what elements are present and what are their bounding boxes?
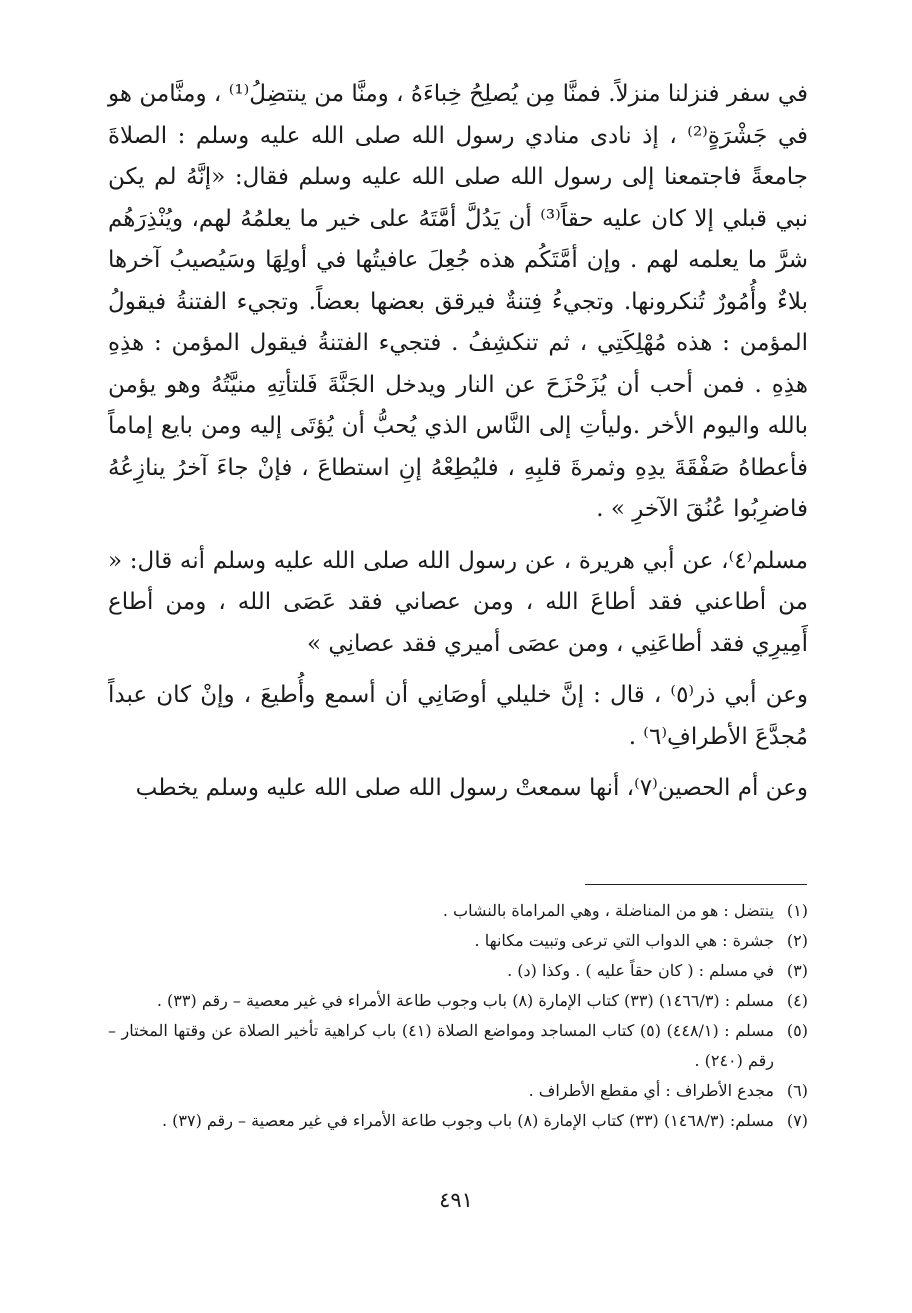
footnote-text: جشرة : هي الدواب التي ترعى وتبيت مكانها . xyxy=(474,931,774,950)
main-text xyxy=(108,74,808,810)
footnotes xyxy=(108,896,808,1136)
body-paragraph-3: وعن أبي ذر⁽٥⁾ ، قال : إنَّ خليلي أوصَانِي أن أسمع وأُطيعَ ، وإنْ كان عبداً مُجدَّعَ الأطرافِ⁽٦⁾ . xyxy=(108,682,809,750)
body-paragraph-4: وعن أم الحصين⁽٧⁾، أنها سمعتْ رسول الله صلى الله عليه وسلم يخطب xyxy=(135,775,808,801)
footnote-1 xyxy=(108,896,808,926)
body-paragraph-1: في سفر فنزلنا منزلاً. فمنَّا مِن يُصلِحُ خِباءَهُ ، ومنَّا من ينتضِلُ⁽¹⁾ ، ومنَّامن هو في جَشْرَةٍ⁽²⁾ ، إذ نادى منادي رسول الله صلى الله عليه وسلم : الصلاةَ جامعةً فاجتمعنا إلى رسول الله صلى الله عليه وسلم فقال: «إنَّهُ لم يكن نبي قبلي إلا كان عليه حقاً⁽³⁾ أن يَدُلَّ أمَّتَهُ على خير ما يعلمُهُ لهم، ويُنْذِرَهُم شرَّ ما يعلمه لهم . وإن أمَّتَكُم هذه جُعِلَ عافيتُها في أولِهَا وسَيُصيبُ آخرها بلاءٌ وأُمُورٌ تُنكرونها. وتجيءُ فِتنةٌ فيرقق بعضها بعضاً. وتجيء الفتنةُ فيقولُ المؤمن : هذه مُهْلِكَتِي ، ثم تنكشِفُ . فتجيء الفتنةُ فيقول المؤمن : هذِهِ هذِهِ . فمن أحب أن يُزَحْزَحَ عن النار ويدخل الجَنَّةَ فَلتأتِهِ منيَّتُهُ وهو يؤمن بالله واليوم الأخر .وليأتِ إلى النَّاس الذي يُحبُّ أن يُؤتَى إليه ومن بايع إماماً فأعطاهُ صَفْقَةَ يدِهِ وثمرةَ قلبِهِ ، فليُطِعْهُ إنِ استطاعَ ، فإنْ جاءَ آخرُ ينازِعُهُ فاضرِبُوا عُنُقَ الآخرِ » . xyxy=(108,81,808,522)
footnote-text: مسلم: (١٤٦٨/٣) (٣٣) كتاب الإمارة (٨) باب وجوب طاعة الأمراء في غير معصية – رقم (٣٧) . xyxy=(161,1111,774,1130)
footnote-7 xyxy=(108,1106,808,1136)
footnote-number: (١) xyxy=(786,901,808,920)
footnote-text: في مسلم : ( كان حقاً عليه ) . وكذا (د) . xyxy=(507,961,774,980)
footnote-5 xyxy=(108,1016,808,1076)
page-number: ٤٩١ xyxy=(439,1188,473,1212)
footnote-number: (٣) xyxy=(786,961,808,980)
footnote-text: مجدع الأطراف : أي مقطع الأطراف . xyxy=(528,1081,774,1100)
footnote-number: (٥) xyxy=(786,1021,808,1040)
footnote-text: ينتضل : هو من المناضلة ، وهي المراماة بالنشاب . xyxy=(442,901,774,920)
footnote-number: (٢) xyxy=(786,931,808,950)
footnote-6 xyxy=(108,1076,808,1106)
footnote-3 xyxy=(108,956,808,986)
footnote-number: (٤) xyxy=(786,991,808,1010)
footnote-separator xyxy=(585,884,807,885)
footnote-4 xyxy=(108,986,808,1016)
footnote-number: (٦) xyxy=(786,1081,808,1100)
body-paragraph-2: مسلم⁽٤⁾، عن أبي هريرة ، عن رسول الله صلى الله عليه وسلم أنه قال: « من أطاعني فقد أطاعَ الله ، ومن عصاني فقد عَصَى الله ، ومن أطاع أَمِيرِي فقد أطاعَنِي ، ومن عصَى أميري فقد عصانِي » xyxy=(108,547,808,657)
footnote-text: مسلم : (٤٤٨/١) (٥) كتاب المساجد ومواضع الصلاة (٤١) باب كراهية تأخير الصلاة عن وقتها المختار – رقم (٢٤٠) . xyxy=(108,1021,775,1070)
footnote-2 xyxy=(108,926,808,956)
footnote-number: (٧) xyxy=(786,1111,808,1130)
footnote-text: مسلم : (١٤٦٦/٣) (٣٣) كتاب الإمارة (٨) باب وجوب طاعة الأمراء في غير معصية – رقم (٣٣) . xyxy=(156,991,774,1010)
